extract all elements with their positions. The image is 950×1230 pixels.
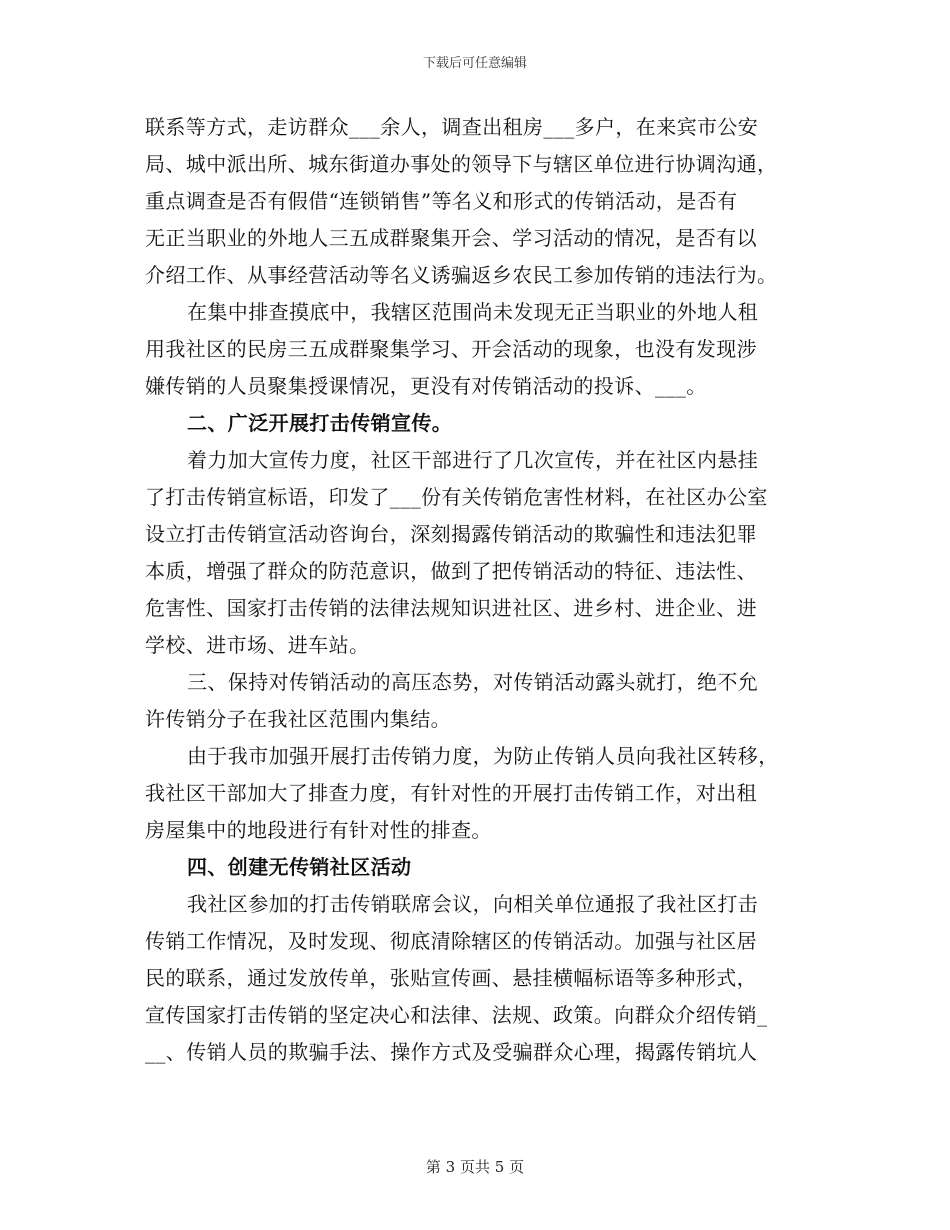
text-line: 民的联系，通过发放传单，张贴宣传画、悬挂横幅标语等多种形式， [145,966,757,990]
text-line: 重点调查是否有假借“连锁销售”等名义和形式的传销活动，是否有 [145,189,738,213]
text-line: __、传销人员的欺骗手法、操作方式及受骗群众心理，揭露传销坑人 [145,1040,758,1064]
text-line: 着力加大宣传力度，社区干部进行了几次宣传，并在社区内悬挂 [187,448,759,472]
text-line: 无正当职业的外地人三五成群聚集开会、学习活动的情况，是否有以 [145,226,757,250]
text-line: 危害性、国家打击传销的法律法规知识进社区、进乡村、进企业、进 [145,596,757,620]
section-heading-line: 二、广泛开展打击传销宣传。 [187,411,453,435]
text-line: 我社区干部加大了排查力度，有针对性的开展打击传销工作，对出租 [145,781,757,805]
text-line: 用我社区的民房三五成群聚集学习、开会活动的现象，也没有发现涉 [145,337,757,361]
text-line: 局、城中派出所、城东街道办事处的领导下与辖区单位进行协调沟通， [145,152,778,176]
text-line: 本质，增强了群众的防范意识，做到了把传销活动的特征、违法性、 [145,559,757,583]
text-line: 许传销分子在我社区范围内集结。 [145,707,451,731]
text-line: 介绍工作、从事经营活动等名义诱骗返乡农民工参加传销的违法行为。 [145,263,778,287]
text-line: 在集中排查摸底中，我辖区范围尚未发现无正当职业的外地人租 [187,300,759,324]
text-line: 了打击传销宣标语，印发了___份有关传销危害性材料，在社区办公室 [145,485,768,509]
text-line: 宣传国家打击传销的坚定决心和法律、法规、政策。向群众介绍传销_ [145,1003,768,1027]
text-line: 我社区参加的打击传销联席会议，向相关单位通报了我社区打击 [187,892,759,916]
page-footer: 第 3 页共 5 页 [425,1158,525,1176]
text-line: 由于我市加强开展打击传销力度，为防止传销人员向我社区转移， [187,744,779,768]
text-line: 三、保持对传销活动的高压态势，对传销活动露头就打，绝不允 [187,670,759,694]
text-line: 联系等方式，走访群众___余人，调查出租房___多户，在来宾市公安 [145,115,759,139]
text-line: 设立打击传销宣活动咨询台，深刻揭露传销活动的欺骗性和违法犯罪 [145,522,757,546]
text-line: 传销工作情况，及时发现、彻底清除辖区的传销活动。加强与社区居 [145,929,757,953]
text-line: 学校、进市场、进车站。 [145,633,370,657]
document-body [145,109,815,1071]
page-header: 下载后可任意编辑 [422,56,527,71]
section-heading-line: 四、创建无传销社区活动 [187,855,412,879]
text-line: 房屋集中的地段进行有针对性的排查。 [145,818,492,842]
text-line: 嫌传销的人员聚集授课情况，更没有对传销活动的投诉、___。 [145,374,707,398]
